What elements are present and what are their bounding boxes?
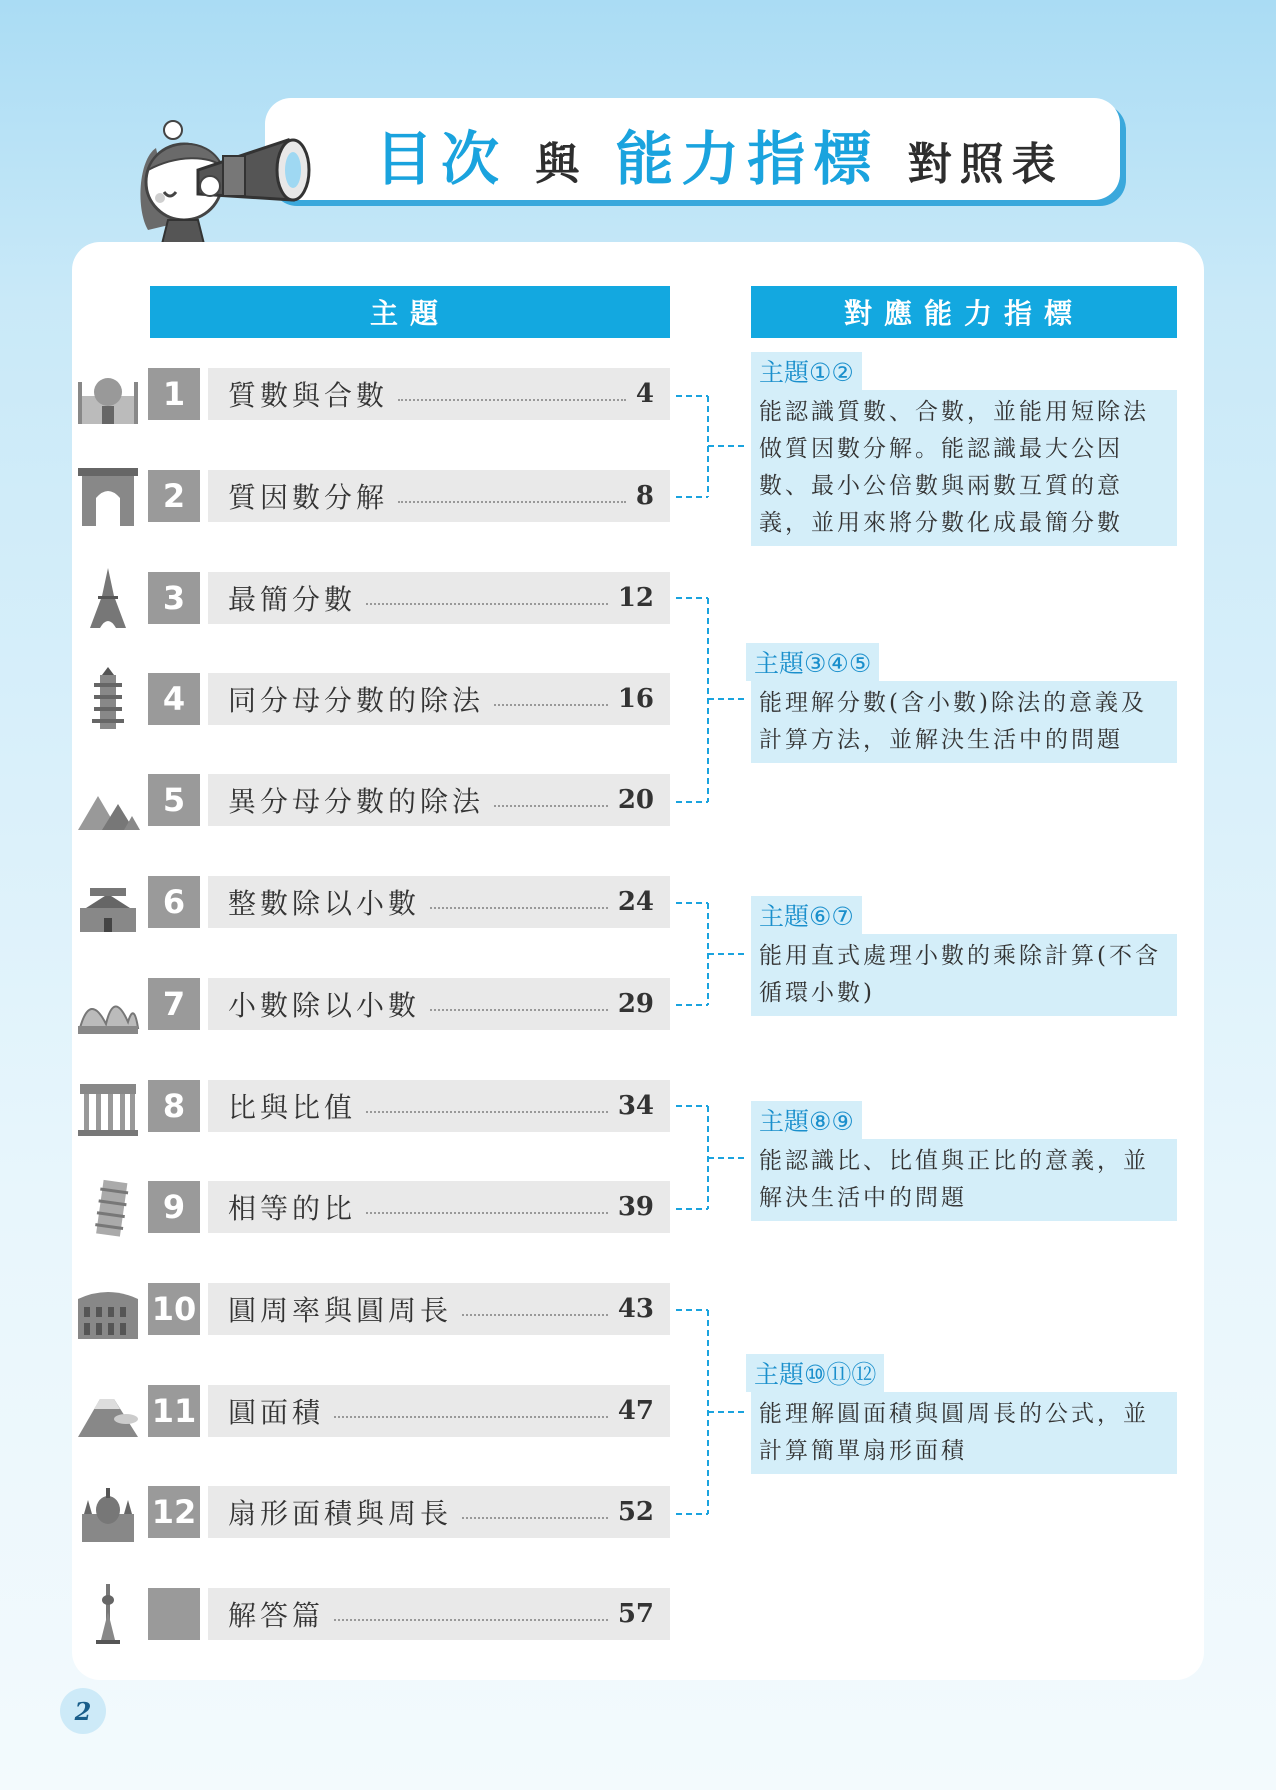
topic-number: 7 (148, 978, 200, 1030)
ability-desc: 能認識質數、合數，並能用短除法做質因數分解。能認識最大公因數、最小公倍數與兩數互質的意義，並用來將分數化成最簡分數 (751, 390, 1177, 546)
topic-title: 整數除以小數 (228, 887, 421, 920)
topic-number: 1 (148, 368, 200, 420)
topic-title: 質數與合數 (228, 379, 389, 412)
topic-page: 4 (635, 379, 654, 409)
topic-page: 20 (617, 785, 654, 815)
topic-title: 小數除以小數 (228, 989, 421, 1022)
ability-desc: 能認識比、比值與正比的意義，並解決生活中的問題 (751, 1139, 1177, 1221)
ability-tag: 主題③④⑤ (746, 643, 879, 681)
topic-number: 12 (148, 1486, 200, 1538)
title-part4: 對照表 (907, 139, 1064, 190)
ability-tag: 主題①② (751, 352, 862, 390)
ability-header: 對應能力指標 (751, 286, 1177, 338)
topic-title: 扇形面積與周長 (228, 1497, 453, 1530)
topic-title: 最簡分數 (228, 583, 357, 616)
topics-header: 主題 (150, 286, 670, 338)
topic-page: 47 (617, 1396, 654, 1426)
topic-number: 11 (148, 1385, 200, 1437)
topic-page: 43 (617, 1294, 654, 1324)
ability-tag: 主題⑥⑦ (751, 896, 862, 934)
title-part1: 目次 (375, 125, 508, 193)
topic-page: 52 (617, 1497, 654, 1527)
topic-number: 3 (148, 572, 200, 624)
topic-number: 8 (148, 1080, 200, 1132)
title-part2: 與 (535, 139, 588, 190)
topic-number: 10 (148, 1283, 200, 1335)
topic-number: 4 (148, 673, 200, 725)
ability-tag: 主題⑩⑪⑫ (746, 1354, 884, 1392)
ability-tag: 主題⑧⑨ (751, 1101, 862, 1139)
topic-page: 57 (617, 1599, 654, 1629)
topic-title: 比與比值 (228, 1091, 357, 1124)
topic-number: 5 (148, 774, 200, 826)
topic-title: 相等的比 (228, 1192, 357, 1225)
topic-page: 8 (635, 481, 654, 511)
topic-page: 12 (617, 583, 654, 613)
topic-page: 16 (617, 684, 654, 714)
topic-title: 圓周率與圓周長 (228, 1294, 453, 1327)
topic-number: 2 (148, 470, 200, 522)
topic-title: 同分母分數的除法 (228, 684, 485, 717)
topic-page: 34 (617, 1091, 654, 1121)
topic-page: 39 (617, 1192, 654, 1222)
title-part3: 能力指標 (615, 125, 880, 193)
topic-title: 異分母分數的除法 (228, 785, 485, 818)
ability-desc: 能理解分數(含小數)除法的意義及計算方法，並解決生活中的問題 (751, 681, 1177, 763)
topic-title: 質因數分解 (228, 481, 389, 514)
topic-page: 29 (617, 989, 654, 1019)
topic-number: 9 (148, 1181, 200, 1233)
topic-number: 6 (148, 876, 200, 928)
topic-page: 24 (617, 887, 654, 917)
topic-title: 解答篇 (228, 1599, 325, 1632)
ability-desc: 能用直式處理小數的乘除計算(不含循環小數) (751, 934, 1177, 1016)
ability-desc: 能理解圓面積與圓周長的公式，並計算簡單扇形面積 (751, 1392, 1177, 1474)
topic-title: 圓面積 (228, 1396, 325, 1429)
page-number: 2 (60, 1688, 106, 1734)
